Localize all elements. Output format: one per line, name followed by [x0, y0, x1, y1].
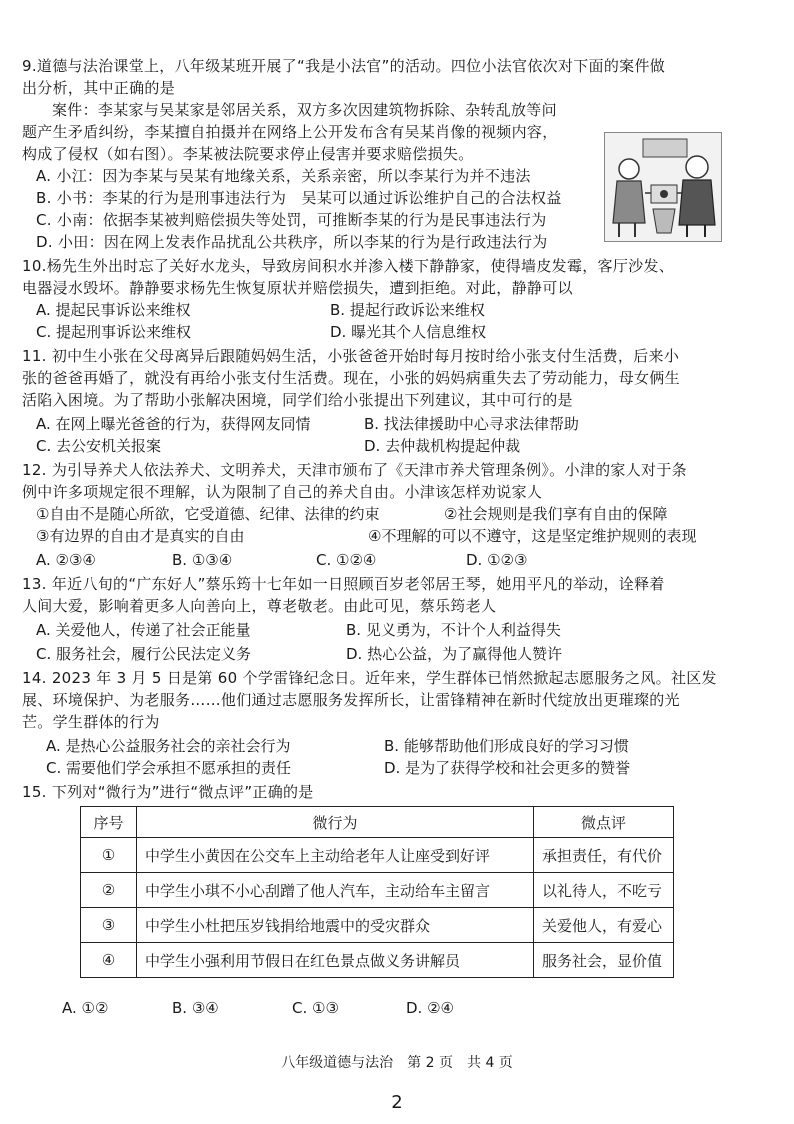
row-index: ① [81, 838, 137, 873]
row-comment: 服务社会，显价值 [534, 943, 674, 978]
q10-option-c: C. 提起刑事诉讼来维权 [36, 323, 192, 341]
q15-option-d: D. ②④ [406, 999, 454, 1017]
row-behavior: 中学生小琪不小心刮蹭了他人汽车，主动给车主留言 [136, 873, 533, 908]
q15-stem: 15. 下列对“微行为”进行“微点评”正确的是 [22, 783, 314, 801]
q12-stem-line1: 12. 为引导养犬人依法养犬、文明养犬，天津市颁布了《天津市养犬管理条例》。小津的家人对于条 [22, 461, 687, 479]
q12-option-c: C. ①②④ [316, 551, 377, 569]
q14-stem-line1: 14. 2023 年 3 月 5 日是第 60 个学雷锋纪念日。近年来，学生群体已悄然掀起志愿服务之风。社区发 [22, 669, 717, 687]
q12-option-d: D. ①②③ [466, 551, 528, 569]
q11-option-c: C. 去公安机关报案 [36, 437, 162, 455]
page-footer: 八年级道德与法治 第 2 页 共 4 页 [281, 1055, 513, 1071]
header-comment: 微点评 [534, 807, 674, 838]
q10-stem-line1: 10.杨先生外出时忘了关好水龙头，导致房间积水并渗入楼下静静家，使得墙皮发霉，客厅沙发、 [22, 257, 675, 275]
q9-case-line3: 构成了侵权（如右图）。李某被法院要求停止侵害并要求赔偿损失。 [22, 145, 474, 163]
q11-stem-line1: 11. 初中生小张在父母离异后跟随妈妈生活，小张爸爸开始时每月按时给小张支付生活费，后来小 [22, 347, 680, 365]
table-header-row [81, 807, 674, 838]
q10-option-a: A. 提起民事诉讼来维权 [36, 301, 191, 319]
q12-statement-4: ④不理解的可以不遵守，这是坚定维护规则的表现 [368, 527, 697, 545]
q9-stem-line1: 9.道德与法治课堂上，八年级某班开展了“我是小法官”的活动。四位小法官依次对下面的案件做 [22, 57, 666, 75]
q11-option-d: D. 去仲裁机构提起仲裁 [364, 437, 521, 455]
q12-stem-line2: 例中许多项规定很不理解，认为限制了自己的养犬自由。小津该怎样劝说家人 [22, 483, 543, 501]
q14-option-a: A. 是热心公益服务社会的亲社会行为 [46, 737, 291, 755]
q14-option-c: C. 需要他们学会承担不愿承担的责任 [46, 759, 292, 777]
q13-stem-line1: 13. 年近八旬的“广东好人”蔡乐筠十七年如一日照顾百岁老邻居王琴，她用平凡的举动，诠释着 [22, 575, 665, 593]
q12-option-a: A. ②③④ [36, 551, 96, 569]
q9-stem-line2: 出分析，其中正确的是 [22, 79, 176, 97]
q12-statement-1: ①自由不是随心所欲，它受道德、纪律、法律的约束 [36, 505, 380, 523]
table-row [81, 838, 674, 873]
q14-option-d: D. 是为了获得学校和社会更多的赞誉 [384, 759, 631, 777]
q13-option-c: C. 服务社会，履行公民法定义务 [36, 645, 252, 663]
q9-option-b: B. 小书：李某的行为是刑事违法行为 吴某可以通过诉讼维护自己的合法权益 [36, 189, 562, 207]
q12-option-b: B. ①③④ [172, 551, 233, 569]
row-behavior: 中学生小黄因在公交车上主动给老年人让座受到好评 [136, 838, 533, 873]
q9-case-line2: 题产生矛盾纠纷，李某擅自拍摄并在网络上公开发布含有吴某肖像的视频内容， [22, 123, 558, 141]
row-index: ④ [81, 943, 137, 978]
q9-option-a: A. 小江：因为李某与吴某有地缘关系，关系亲密，所以李某行为并不违法 [36, 167, 531, 185]
q13-option-a: A. 关爱他人，传递了社会正能量 [36, 621, 251, 639]
table-row [81, 873, 674, 908]
q14-option-b: B. 能够帮助他们形成良好的学习习惯 [384, 737, 629, 755]
q12-statement-2: ②社会规则是我们享有自由的保障 [444, 505, 668, 523]
row-behavior: 中学生小强利用节假日在红色景点做义务讲解员 [136, 943, 533, 978]
page-number: 2 [391, 1092, 403, 1113]
row-comment: 以礼待人，不吃亏 [534, 873, 674, 908]
q13-option-b: B. 见义勇为，不计个人利益得失 [346, 621, 561, 639]
q12-statement-3: ③有边界的自由才是真实的自由 [36, 527, 245, 545]
q9-option-d: D. 小田：因在网上发表作品扰乱公共秩序，所以李某的行为是行政违法行为 [36, 233, 548, 251]
cartoon-illustration [604, 132, 722, 242]
table-row [81, 943, 674, 978]
row-comment: 关爱他人，有爱心 [534, 908, 674, 943]
q13-option-d: D. 热心公益，为了赢得他人赞许 [346, 645, 563, 663]
header-index: 序号 [81, 807, 137, 838]
header-behavior: 微行为 [136, 807, 533, 838]
q9-case-line1: 案件：李某家与吴某家是邻居关系，双方多次因建筑物拆除、杂转乱放等问 [52, 101, 557, 119]
q10-option-b: B. 提起行政诉讼来维权 [330, 301, 485, 319]
q11-option-b: B. 找法律援助中心寻求法律帮助 [364, 415, 579, 433]
q11-stem-line2: 张的爸爸再婚了，就没有再给小张支付生活费。现在，小张的妈妈病重失去了劳动能力，母女俩生 [22, 369, 680, 387]
row-comment: 承担责任，有代价 [534, 838, 674, 873]
row-index: ③ [81, 908, 137, 943]
row-behavior: 中学生小杜把压岁钱捐给地震中的受灾群众 [136, 908, 533, 943]
q9-option-c: C. 小南：依据李某被判赔偿损失等处罚，可推断李某的行为是民事违法行为 [36, 211, 547, 229]
q13-stem-line2: 人间大爱，影响着更多人向善向上，尊老敬老。由此可见，蔡乐筠老人 [22, 597, 497, 615]
q14-stem-line2: 展、环境保护、为老服务……他们通过志愿服务发挥所长，让雷锋精神在新时代绽放出更璀璨的光 [22, 691, 680, 709]
q15-option-b: B. ③④ [172, 999, 219, 1017]
table-row [81, 908, 674, 943]
q10-stem-line2: 电器浸水毁坏。静静要求杨先生恢复原状并赔偿损失，遭到拒绝。对此，静静可以 [22, 279, 573, 297]
q14-stem-line3: 芒。学生群体的行为 [22, 713, 160, 731]
row-index: ② [81, 873, 137, 908]
q11-stem-line3: 活陷入困境。为了帮助小张解决困境，同学们给小张提出下列建议，其中可行的是 [22, 391, 573, 409]
cartoon-drawing [605, 133, 721, 241]
micro-behavior-table [80, 806, 674, 978]
q10-option-d: D. 曝光其个人信息维权 [330, 323, 487, 341]
q15-option-a: A. ①② [62, 999, 109, 1017]
q11-option-a: A. 在网上曝光爸爸的行为，获得网友同情 [36, 415, 311, 433]
q15-option-c: C. ①③ [292, 999, 339, 1017]
